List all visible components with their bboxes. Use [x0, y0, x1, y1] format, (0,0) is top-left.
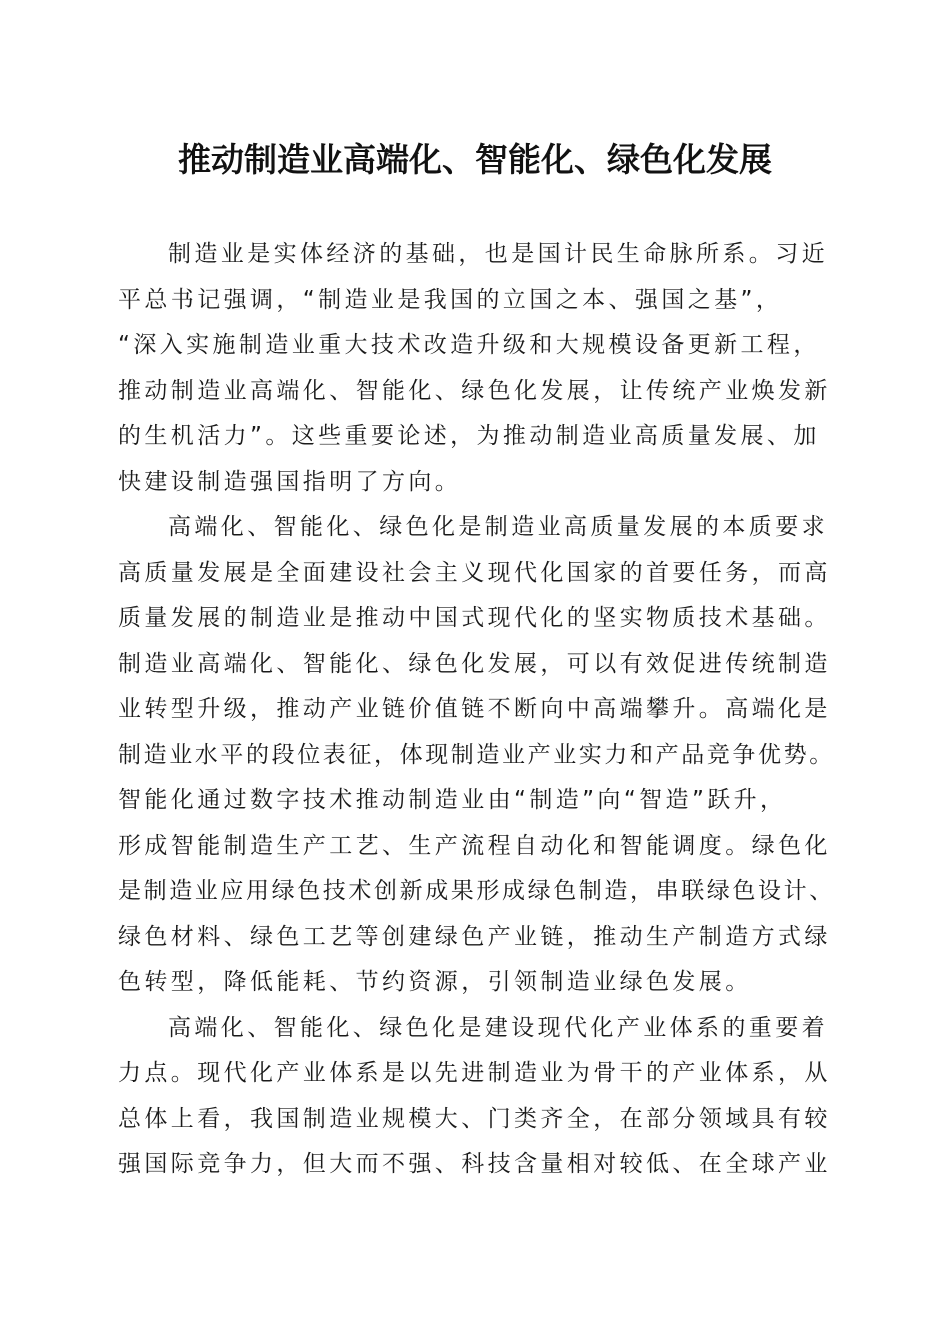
- paragraph-2-line: 是制造业应用绿色技术创新成果形成绿色制造，串联绿色设计、: [118, 878, 835, 904]
- paragraph-1-line: “深入实施制造业重大技术改造升级和大规模设备更新工程，: [118, 332, 820, 358]
- paragraph-2-line: 业转型升级，推动产业链价值链不断向中高端攀升。高端化是: [118, 696, 831, 722]
- paragraph-2-line: 智能化通过数字技术推动制造业由“制造”向“智造”跃升，: [118, 787, 787, 813]
- paragraph-2-line: 高端化、智能化、绿色化是制造业高质量发展的本质要求: [168, 514, 828, 540]
- paragraph-3-line: 总体上看，我国制造业规模大、门类齐全，在部分领域具有较: [118, 1105, 831, 1132]
- paragraph-1-line: 推动制造业高端化、智能化、绿色化发展，让传统产业焕发新: [118, 377, 831, 404]
- paragraph-1-line: 平总书记强调，“制造业是我国的立国之本、强国之基”，: [118, 286, 783, 313]
- paragraph-2-line: 色转型，降低能耗、节约资源，引领制造业绿色发展。: [118, 969, 752, 995]
- paragraph-2-line: 形成智能制造生产工艺、生产流程自动化和智能调度。绿色化: [118, 832, 831, 859]
- paragraph-3-line: 高端化、智能化、绿色化是建设现代化产业体系的重要着: [168, 1014, 828, 1041]
- document-body: [118, 232, 836, 1188]
- paragraph-3-line: 强国际竞争力，但大而不强、科技含量相对较低、在全球产业: [118, 1151, 831, 1177]
- document-title: 推动制造业高端化、智能化、绿色化发展: [178, 140, 772, 179]
- paragraph-2-line: 制造业水平的段位表征，体现制造业产业实力和产品竞争优势。: [118, 741, 835, 768]
- paragraph-2-line: 高质量发展是全面建设社会主义现代化国家的首要任务，而高: [118, 559, 831, 586]
- paragraph-2-line: 制造业高端化、智能化、绿色化发展，可以有效促进传统制造: [118, 650, 831, 677]
- paragraph-1-line: 快建设制造强国指明了方向。: [118, 468, 462, 495]
- paragraph-3-line: 力点。现代化产业体系是以先进制造业为骨干的产业体系，从: [118, 1060, 831, 1086]
- paragraph-2-line: 绿色材料、绿色工艺等创建绿色产业链，推动生产制造方式绿: [118, 923, 831, 950]
- paragraph-1-line: 的生机活力”。这些重要论述，为推动制造业高质量发展、加: [118, 423, 820, 449]
- paragraph-1-line: 制造业是实体经济的基础，也是国计民生命脉所系。习近: [168, 241, 828, 267]
- paragraph-2-line: 质量发展的制造业是推动中国式现代化的坚实物质技术基础。: [118, 605, 831, 631]
